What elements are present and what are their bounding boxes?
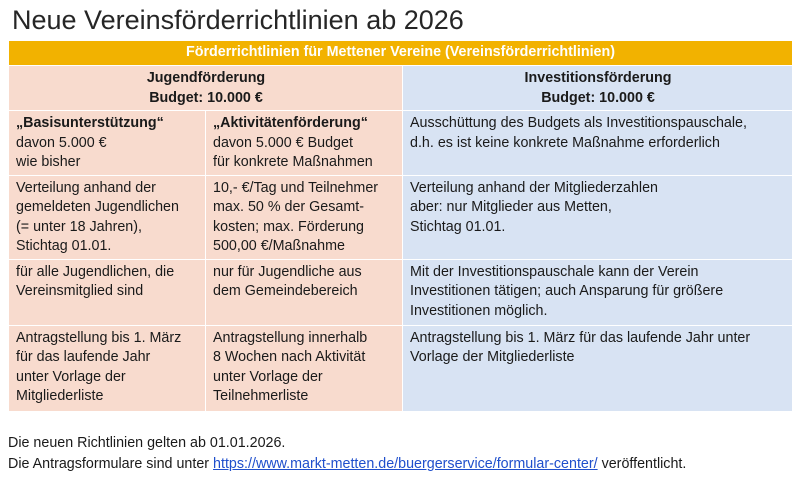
cell-line: Investitionen tätigen; auch Ansparung für größere [410,283,724,299]
cell-line: 500,00 €/Maßnahme [213,238,345,254]
cell-line: Verteilung anhand der [16,179,156,196]
cell-line: Investitionen möglich. [410,302,548,319]
cell-line: davon 5.000 € Budget [213,134,353,151]
cell-line: Stichtag 01.01. [410,218,506,235]
cell-line: Vereinsmitglied sind [16,283,144,299]
footer-text-after: veröffentlicht. [597,456,687,472]
footer-text-before: Die Antragsformulare sind unter [8,456,214,472]
cell-line: Ausschüttung des Budgets als Investitionspauschale, [410,115,747,131]
formular-center-link[interactable]: https://www.markt-metten.de/buergerservice/formular-center/ [213,456,598,472]
cell-line: kosten; max. Förderung [213,218,364,235]
jugend-header [9,66,403,111]
cell-line: Vorlage der Mitgliederliste [410,349,575,365]
cell-investitionen [403,259,793,325]
cell-line: Stichtag 01.01. [16,238,112,254]
aktivitaeten-heading: „Aktivitätenförderung“ [213,115,368,131]
cell-aktivitaeten [206,111,403,176]
cell-line: Antragstellung innerhalb [213,329,368,346]
invest-title: Investitionsförderung [524,70,672,86]
jugend-budget: Budget: 10.000 € [149,89,263,106]
cell-line: nur für Jugendliche aus [213,263,362,280]
guidelines-table [8,40,793,412]
footer-line-2 [8,454,686,475]
cell-antrag-basis [9,325,206,411]
cell-antrag-aktivitaet [206,325,403,411]
basis-heading: „Basisunterstützung“ [16,115,164,131]
invest-header [403,66,793,111]
cell-basis [9,111,206,176]
cell-line: Antragstellung bis 1. März [16,329,182,346]
page-title: Neue Vereinsförderrichtlinien ab 2026 [12,5,464,35]
jugend-title: Jugendförderung [146,70,266,86]
cell-verteilung-jugend [9,175,206,259]
cell-line: aber: nur Mitglieder aus Metten, [410,199,612,215]
cell-line: 10,- €/Tag und Teilnehmer [213,179,379,196]
cell-zielgruppe-basis [9,259,206,325]
cell-line: für konkrete Maßnahmen [213,154,373,170]
table-header-row [9,41,793,66]
table-row [9,325,793,411]
footer-note [8,433,686,475]
cell-tagessatz [206,175,403,259]
cell-line: wie bisher [16,154,81,170]
invest-budget: Budget: 10.000 € [541,89,655,106]
cell-line: Mit der Investitionspauschale kann der Verein [410,263,699,280]
cell-line: 8 Wochen nach Aktivität [213,349,366,365]
cell-line: d.h. es ist keine konkrete Maßnahme erforderlich [410,134,720,151]
cell-line: Verteilung anhand der Mitgliederzahlen [410,179,658,196]
cell-line: für das laufende Jahr [16,349,151,365]
cell-line: gemeldeten Jugendlichen [16,199,179,215]
cell-line: Mitgliederliste [16,388,104,404]
cell-antrag-invest [403,325,793,411]
cell-line: Antragstellung bis 1. März für das laufende Jahr unter [410,329,751,346]
cell-verteilung-mitglieder [403,175,793,259]
cell-line: unter Vorlage der [16,368,126,385]
cell-line: (= unter 18 Jahren), [16,218,142,235]
cell-zielgruppe-aktivitaet [206,259,403,325]
table-header: Förderrichtlinien für Mettener Vereine (Vereinsförderrichtlinien) [9,41,793,66]
cell-line: dem Gemeindebereich [213,283,358,299]
cell-line: max. 50 % der Gesamt- [213,199,364,215]
table-row [9,259,793,325]
cell-line: unter Vorlage der [213,368,323,385]
cell-invest-pauschale [403,111,793,176]
table-row [9,111,793,176]
cell-line: davon 5.000 € [16,134,107,151]
footer-line-1: Die neuen Richtlinien gelten ab 01.01.2026. [8,435,286,451]
table-row [9,175,793,259]
cell-line: für alle Jugendlichen, die [16,263,175,280]
cell-line: Teilnehmerliste [213,388,309,404]
category-row [9,66,793,111]
